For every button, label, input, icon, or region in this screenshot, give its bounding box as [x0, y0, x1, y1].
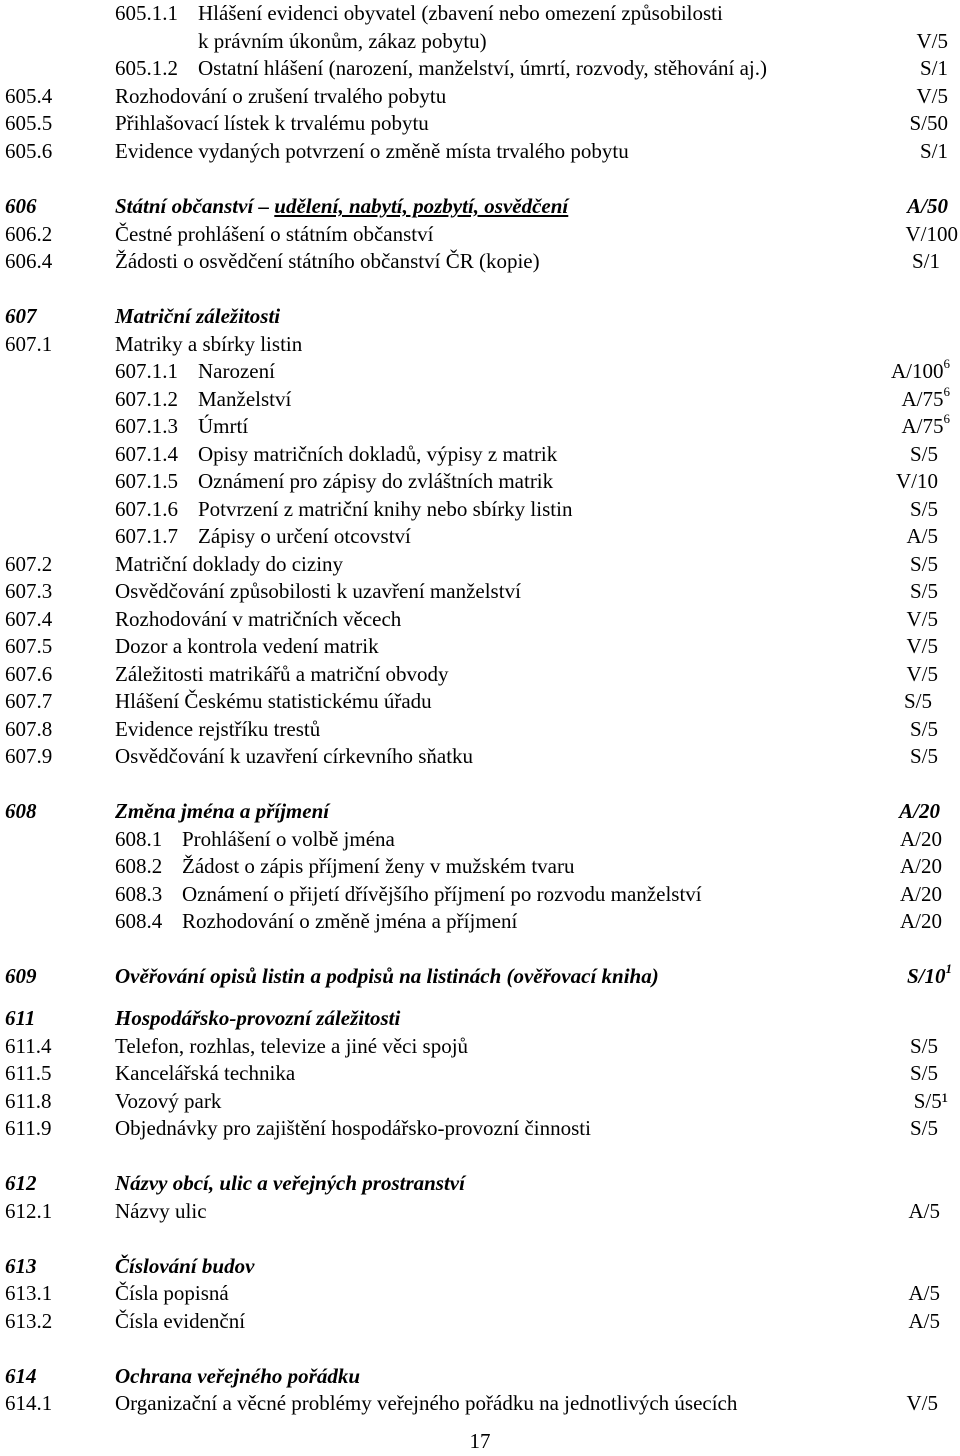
item-code: 605.4 — [5, 83, 53, 108]
list-item — [0, 1115, 960, 1143]
item-sign: S/5 — [909, 579, 938, 603]
item-code: 613.2 — [5, 1308, 53, 1333]
section-code: 606 — [5, 194, 37, 218]
item-code: 607.5 — [5, 634, 53, 658]
item-code: 607.1.3 — [115, 414, 178, 438]
section-heading — [0, 1363, 960, 1391]
item-code: 605.5 — [5, 111, 53, 135]
list-item — [0, 523, 960, 551]
section-title: Názvy obcí, ulic a veřejných prostranství — [115, 1171, 465, 1195]
item-sign: A/5 — [908, 1281, 940, 1305]
item-title: Potvrzení z matriční knihy nebo sbírky listin — [198, 496, 573, 521]
item-title: Manželství — [198, 386, 292, 411]
item-title: Vozový park — [115, 1088, 222, 1113]
item-title: Hlášení Českému statistickému úřadu — [115, 689, 432, 713]
item-sign: V/5 — [906, 634, 938, 658]
list-item — [0, 1308, 960, 1336]
list-item — [0, 0, 960, 28]
item-title: Evidence vydaných potvrzení o změně místa trvalého pobytu — [115, 138, 629, 163]
item-title: Žádost o zápis příjmení ženy v mužském tvaru — [182, 854, 575, 878]
list-item — [0, 1280, 960, 1308]
item-sign: S/5 — [909, 1116, 938, 1140]
item-sign: V/10 — [896, 469, 938, 493]
item-sign: A/20 — [900, 909, 942, 933]
item-sign — [901, 383, 951, 414]
item-sign: A/5 — [908, 1308, 940, 1333]
item-code: 607.1.4 — [115, 441, 178, 466]
item-sign: S/5 — [903, 689, 932, 713]
item-code: 607.1.6 — [115, 496, 178, 521]
item-title: Objednávky pro zajištění hospodářsko-provozní činnosti — [115, 1116, 591, 1140]
list-item — [0, 661, 960, 689]
item-title: Hlášení evidenci obyvatel (zbavení nebo omezení způsobilosti — [198, 1, 723, 25]
item-code: 607.8 — [5, 716, 53, 741]
item-sign: A/20 — [900, 826, 942, 851]
item-code: 611.8 — [5, 1088, 52, 1113]
item-sign: A/5 — [908, 1198, 940, 1223]
item-sign: V/5 — [906, 606, 938, 631]
item-title: Rozhodování v matričních věcech — [115, 606, 402, 631]
item-code: 613.1 — [5, 1281, 53, 1305]
section-code: 607 — [5, 304, 37, 328]
section-title: Matriční záležitosti — [115, 304, 281, 328]
item-title: Oznámení o přijetí dřívějšího příjmení po rozvodu manželství — [182, 881, 702, 906]
section-title-part: Státní občanství – — [115, 194, 275, 218]
list-item — [0, 468, 960, 496]
list-item — [0, 496, 960, 524]
item-title: Opisy matričních dokladů, výpisy z matrik — [198, 441, 558, 466]
footnote-mark: 6 — [943, 356, 950, 371]
list-item — [0, 413, 960, 441]
item-sign: S/5 — [909, 551, 938, 576]
item-title: Matriční doklady do ciziny — [115, 551, 344, 576]
list-item — [0, 441, 960, 469]
list-item — [0, 606, 960, 634]
item-code: 607.1.1 — [115, 359, 178, 383]
list-item — [0, 908, 960, 936]
item-title: Telefon, rozhlas, televize a jiné věci spojů — [115, 1033, 469, 1058]
list-item — [0, 688, 960, 716]
item-code: 607.7 — [5, 689, 53, 713]
item-code: 614.1 — [5, 1391, 53, 1415]
list-item — [0, 110, 960, 138]
list-item — [0, 55, 960, 83]
list-item — [0, 743, 960, 771]
item-title: Kancelářská technika — [115, 1061, 296, 1085]
list-item — [0, 1390, 960, 1418]
section-sign: A/20 — [899, 799, 940, 823]
list-item — [0, 1060, 960, 1088]
item-sign: A/5 — [906, 524, 938, 548]
item-code: 607.6 — [5, 661, 53, 686]
item-sign: V/5 — [916, 28, 948, 53]
sign-value: A/75 — [901, 386, 944, 411]
section-title: Ověřování opisů listin a podpisů na listinách (ověřovací kniha) — [115, 964, 659, 988]
item-code: 608.2 — [115, 854, 163, 878]
list-item — [0, 1088, 960, 1116]
list-item — [0, 578, 960, 606]
item-title: Rozhodování o zrušení trvalého pobytu — [115, 83, 447, 108]
item-title: k právním úkonům, zákaz pobytu) — [198, 28, 487, 53]
section-code: 609 — [5, 964, 37, 988]
section-title: Číslování budov — [115, 1253, 255, 1278]
item-code: 606.4 — [5, 249, 53, 273]
item-code: 607.9 — [5, 744, 53, 768]
section-sign — [907, 963, 952, 991]
section-sign: A/50 — [907, 194, 948, 218]
item-code: 607.1 — [5, 331, 53, 356]
sign-value: S/10 — [906, 964, 946, 988]
item-code: 607.2 — [5, 551, 53, 576]
footnote-mark: 6 — [943, 411, 950, 426]
item-code: 611.4 — [5, 1033, 52, 1058]
list-item — [0, 331, 960, 359]
item-code: 611.9 — [5, 1116, 52, 1140]
item-title: Čísla evidenční — [115, 1308, 246, 1333]
section-heading — [0, 1170, 960, 1198]
item-title: Úmrtí — [198, 414, 249, 438]
item-title: Názvy ulic — [115, 1198, 207, 1223]
item-title: Organizační a věcné problémy veřejného pořádku na jednotlivých úsecích — [115, 1391, 738, 1415]
item-code: 608.1 — [115, 826, 163, 851]
section-code: 611 — [5, 1006, 36, 1030]
footnote-mark: 1 — [945, 961, 952, 976]
section-heading — [0, 1253, 960, 1281]
item-code: 605.6 — [5, 138, 53, 163]
item-title: Oznámení pro zápisy do zvláštních matrik — [198, 469, 554, 493]
item-title: Prohlášení o volbě jména — [182, 826, 395, 851]
item-code: 605.1.2 — [115, 56, 178, 80]
item-code: 607.1.2 — [115, 386, 178, 411]
section-heading — [0, 193, 960, 221]
item-sign: A/20 — [900, 881, 942, 906]
item-title: Zápisy o určení otcovství — [198, 524, 411, 548]
item-sign: S/1 — [919, 138, 948, 163]
item-title: Rozhodování o změně jména a příjmení — [182, 909, 518, 933]
list-item — [0, 551, 960, 579]
list-item — [0, 383, 960, 414]
item-title: Matriky a sbírky listin — [115, 331, 303, 356]
item-sign: S/50 — [909, 111, 948, 135]
item-title: Záležitosti matrikářů a matriční obvody — [115, 661, 449, 686]
item-code: 608.4 — [115, 909, 163, 933]
item-code: 607.1.5 — [115, 469, 178, 493]
item-title: Ostatní hlášení (narození, manželství, úmrtí, rozvody, stěhování aj.) — [198, 56, 767, 80]
item-sign: S/1 — [919, 56, 948, 80]
item-code: 607.3 — [5, 579, 53, 603]
item-sign: S/5 — [909, 716, 938, 741]
section-code: 608 — [5, 799, 37, 823]
item-sign: V/5 — [916, 83, 948, 108]
list-item — [0, 881, 960, 909]
item-sign — [902, 413, 951, 441]
item-code: 611.5 — [5, 1061, 52, 1085]
item-title: Přihlašovací lístek k trvalému pobytu — [115, 111, 429, 135]
item-code: 606.2 — [5, 221, 53, 246]
item-sign: S/5 — [909, 1033, 938, 1058]
item-sign — [891, 358, 950, 386]
section-title: Ochrana veřejného pořádku — [115, 1363, 361, 1388]
list-item — [0, 826, 960, 854]
item-title: Čísla popisná — [115, 1281, 229, 1305]
item-sign: V/5 — [906, 661, 938, 686]
item-sign: S/5 — [909, 496, 938, 521]
list-item — [0, 633, 960, 661]
item-sign: S/5 — [909, 441, 938, 466]
section-title: Změna jména a příjmení — [115, 799, 330, 823]
list-item — [0, 138, 960, 166]
item-title: Osvědčování k uzavření církevního sňatku — [115, 744, 474, 768]
item-sign: S/5 — [909, 744, 938, 768]
item-sign: V/100 — [905, 221, 958, 246]
item-code: 607.1.7 — [115, 524, 178, 548]
list-item — [0, 28, 960, 56]
section-heading — [0, 963, 960, 991]
section-heading — [0, 798, 960, 826]
page-number: 17 — [469, 1429, 491, 1453]
list-item — [0, 853, 960, 881]
item-title: Čestné prohlášení o státním občanství — [115, 221, 434, 246]
item-title: Evidence rejstříku trestů — [115, 716, 321, 741]
item-sign: S/5 — [909, 1061, 938, 1085]
item-sign: V/5 — [906, 1391, 938, 1415]
list-item — [0, 358, 960, 386]
item-title: Osvědčování způsobilosti k uzavření manželství — [115, 579, 521, 603]
section-heading — [0, 1005, 960, 1033]
item-sign: S/5¹ — [913, 1088, 948, 1113]
list-item — [0, 248, 960, 276]
section-title: Hospodářsko-provozní záležitosti — [115, 1006, 401, 1030]
item-sign: S/1 — [911, 249, 940, 273]
section-code: 613 — [5, 1253, 37, 1278]
sign-value: A/100 — [891, 359, 944, 383]
item-sign: A/20 — [900, 854, 942, 878]
item-code: 612.1 — [5, 1198, 53, 1223]
section-code: 612 — [5, 1171, 37, 1195]
section-code: 614 — [5, 1363, 37, 1388]
item-title: Dozor a kontrola vedení matrik — [115, 634, 379, 658]
list-item — [0, 1033, 960, 1061]
list-item — [0, 716, 960, 744]
item-title: Žádosti o osvědčení státního občanství ČR (kopie) — [115, 249, 540, 273]
sign-value: A/75 — [901, 414, 944, 438]
section-heading — [0, 303, 960, 331]
item-code: 608.3 — [115, 881, 163, 906]
item-code: 607.4 — [5, 606, 53, 631]
item-title: Narození — [198, 359, 275, 383]
list-item — [0, 221, 960, 249]
section-title-underlined: udělení, nabytí, pozbytí, osvědčení — [274, 194, 569, 218]
item-code: 605.1.1 — [115, 1, 178, 25]
list-item — [0, 83, 960, 111]
section-title — [115, 193, 568, 221]
list-item — [0, 1198, 960, 1226]
footnote-mark: 6 — [943, 383, 950, 399]
